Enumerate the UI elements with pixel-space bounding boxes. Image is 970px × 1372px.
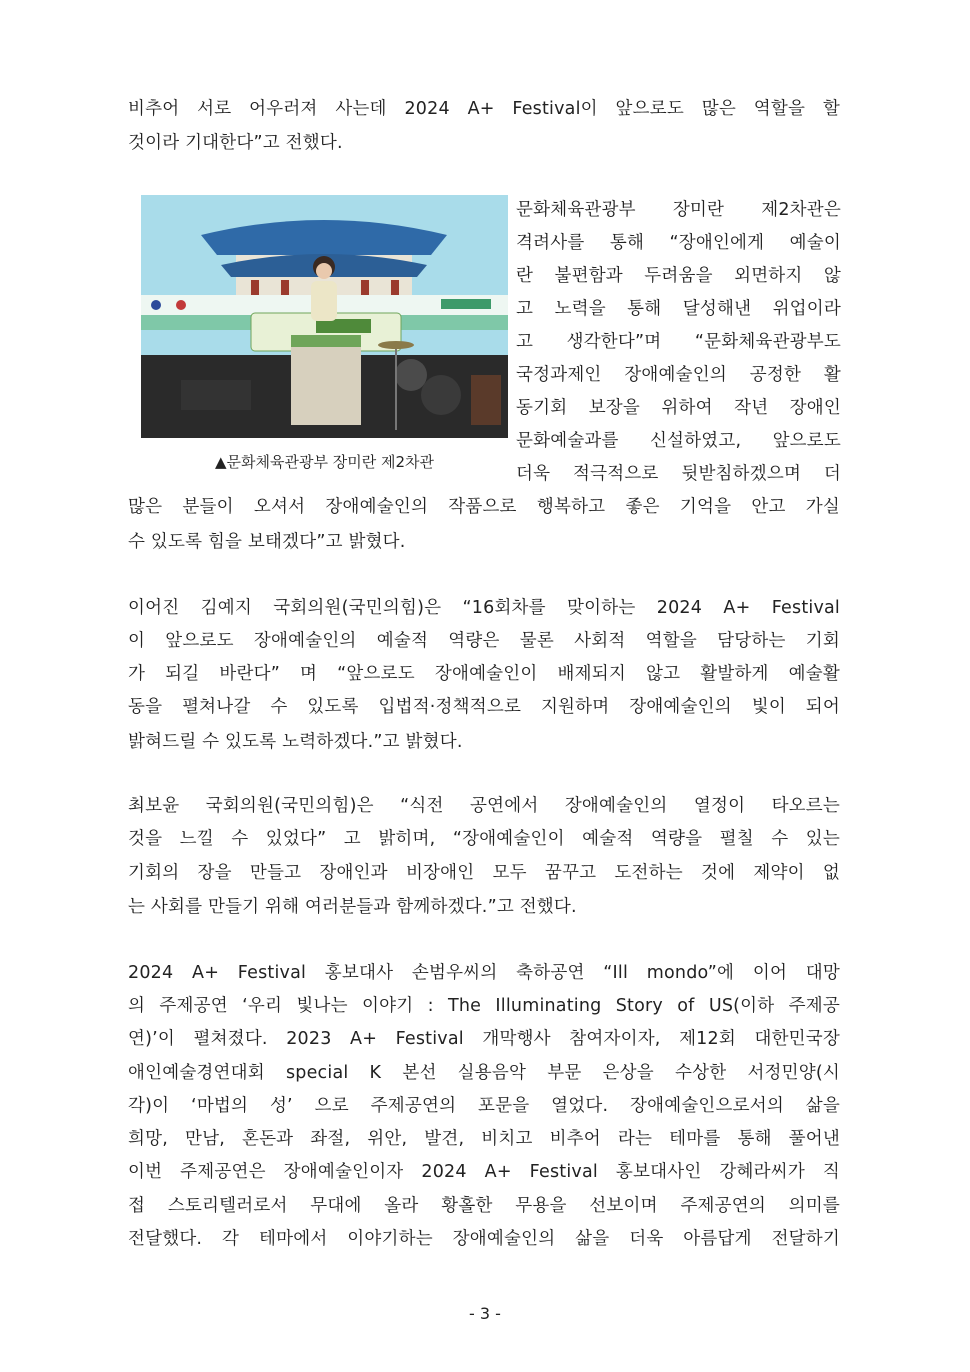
text-line: 비추어 서로 어우러져 사는데 2024 A+ Festival이 앞으로도 많은 역할을 할 (128, 99, 840, 119)
text-line: 이어진 김예지 국회의원(국민의힘)은 “16회차를 맞이하는 2024 A+ Festival (128, 598, 840, 618)
text-line: 전달했다. 각 테마에서 이야기하는 장애예술인의 삶을 더욱 아름답게 전달하기 (128, 1229, 840, 1249)
text-line: 수 있도록 힘을 보태겠다”고 밝혔다. (128, 532, 406, 552)
text-line: 기회의 장을 만들고 장애인과 비장애인 모두 꿈꾸고 도전하는 것에 제약이 없 (128, 863, 840, 883)
text-line: 접 스토리텔러로서 무대에 올라 황홀한 무용을 선보이며 주제공연의 의미를 (128, 1196, 840, 1216)
text-line: 란 불편함과 두려움을 외면하지 않 (516, 266, 841, 286)
text-line: 국정과제인 장애예술인의 공정한 활 (516, 365, 841, 385)
text-line: 문화예술과를 신설하였고, 앞으로도 (516, 431, 841, 451)
text-line: 2024 A+ Festival 홍보대사 손범우씨의 축하공연 “Ill mondo”에 이어 대망 (128, 963, 840, 983)
text-line: 동을 펼쳐나갈 수 있도록 입법적·정책적으로 지원하며 장애예술인의 빛이 되어 (128, 697, 840, 717)
event-photo (141, 195, 508, 438)
text-line: 고 노력을 통해 달성해낸 위업이라 (516, 299, 841, 319)
text-line: 는 사회를 만들기 위해 여러분들과 함께하겠다.”고 전했다. (128, 897, 577, 917)
text-line: 가 되길 바란다” 며 “앞으로도 장애예술인이 배제되지 않고 활발하게 예술활 (128, 664, 840, 684)
text-line: 의 주제공연 ‘우리 빛나는 이야기 : The Illuminating Story of US(이하 주제공 (128, 996, 840, 1016)
text-line: 동기회 보장을 위하여 작년 장애인 (516, 398, 841, 418)
text-line: 많은 분들이 오셔서 장애예술인의 작품으로 행복하고 좋은 기억을 안고 가실 (128, 497, 840, 517)
text-line: 희망, 만남, 혼돈과 좌절, 위안, 발견, 비치고 비추어 라는 테마를 통해 풀어낸 (128, 1129, 840, 1149)
text-line: 격려사를 통해 “장애인에게 예술이 (516, 233, 841, 253)
text-line: 더욱 적극적으로 뒷받침하겠으며 더 (516, 464, 841, 484)
text-line: 고 생각한다”며 “문화체육관광부도 (516, 332, 841, 352)
text-line: 애인예술경연대회 special K 본선 실용음악 부문 은상을 수상한 서정민양(시 (128, 1063, 840, 1083)
text-line: 각)이 ‘마법의 성’ 으로 주제공연의 포문을 열었다. 장애예술인으로서의 삶을 (128, 1096, 840, 1116)
page-number: - 3 - (469, 1304, 501, 1323)
text-line: 것을 느낄 수 있었다” 고 밝히며, “장애예술인이 예술적 역량을 펼칠 수 있는 (128, 829, 840, 849)
text-line: 것이라 기대한다”고 전했다. (128, 133, 343, 153)
text-line: 이번 주제공연은 장애예술인이자 2024 A+ Festival 홍보대사인 강혜라씨가 직 (128, 1162, 840, 1182)
text-line: 연)’이 펼쳐졌다. 2023 A+ Festival 개막행사 참여자이자, 제12회 대한민국장 (128, 1029, 840, 1049)
text-line: 문화체육관광부 장미란 제2차관은 (516, 200, 841, 220)
event-photo-illustration (141, 195, 508, 438)
text-line: 밝혀드릴 수 있도록 노력하겠다.”고 밝혔다. (128, 732, 463, 752)
photo-caption: ▲문화체육관광부 장미란 제2차관 (215, 453, 434, 471)
text-line: 이 앞으로도 장애예술인의 예술적 역량은 물론 사회적 역할을 담당하는 기회 (128, 631, 840, 651)
text-line: 최보윤 국회의원(국민의힘)은 “식전 공연에서 장애예술인의 열정이 타오르는 (128, 796, 840, 816)
